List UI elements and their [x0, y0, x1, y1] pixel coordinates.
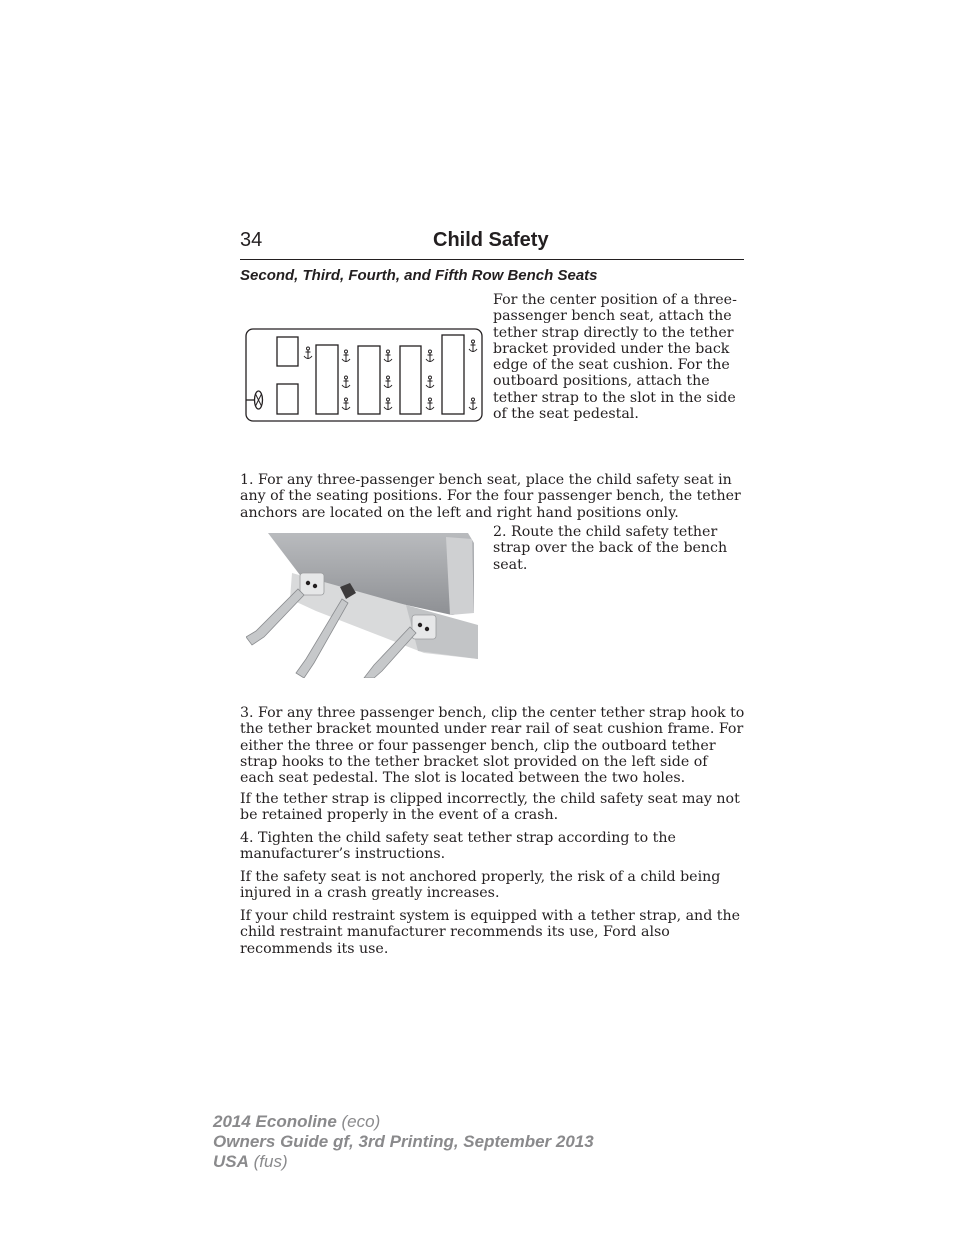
paragraph-step-1: 1. For any three-passenger bench seat, place the child safety seat in any of the seating positions. For the four passenger bench, the tether anchors are located on the left and right hand positions only.: [240, 472, 741, 521]
header-rule: [240, 259, 744, 260]
footer-model-code: (eco): [341, 1112, 381, 1131]
footer-market-code: (fus): [253, 1152, 288, 1171]
anchor-icon: [304, 340, 477, 410]
seating-layout-diagram: [244, 327, 485, 424]
paragraph-step-2: 2. Route the child safety tether strap over the back of the bench seat.: [493, 524, 728, 573]
footer-guide: Owners Guide gf, 3rd Printing, September 2013: [213, 1132, 594, 1151]
bench-seat-third-row: [358, 346, 380, 414]
tether-strap-illustration: [246, 533, 480, 678]
paragraph-center-position: For the center position of a three-passenger bench seat, attach the tether strap directly to the tether bracket provided under the back edge of the seat cushion. For the outboard positions, attach the tether strap to the slot in the side of the seat pedestal.: [493, 292, 737, 423]
paragraph-warning-anchor: If the safety seat is not anchored properly, the risk of a child being injured in a crash greatly increases.: [240, 869, 721, 902]
steering-wheel-icon: [246, 391, 263, 409]
footer-market: USA: [213, 1152, 249, 1171]
bench-seat-second-row: [316, 345, 338, 414]
paragraph-step-3: 3. For any three passenger bench, clip the center tether strap hook to the tether bracket mounted under rear rail of seat cushion frame. For either the three or four passenger bench, clip the outboard tether strap hooks to the tether bracket slot provided on the left side of each seat pedestal. The slot is located between the two holes.: [240, 705, 745, 787]
paragraph-recommend: If your child restraint system is equipped with a tether strap, and the child restraint manufacturer recommends its use, Ford also recommends its use.: [240, 908, 741, 957]
chapter-title: Child Safety: [433, 229, 549, 251]
page-number: 34: [240, 229, 263, 251]
front-seat-passenger: [277, 337, 298, 366]
bench-seat-fifth-row: [442, 335, 464, 414]
paragraph-warning-clip: If the tether strap is clipped incorrectly, the child safety seat may not be retained properly in the event of a crash.: [240, 791, 740, 824]
section-heading: Second, Third, Fourth, and Fifth Row Bench Seats: [240, 267, 598, 284]
front-seat-driver: [277, 384, 298, 414]
bench-seat-fourth-row: [400, 346, 421, 414]
paragraph-step-4: 4. Tighten the child safety seat tether strap according to the manufacturer’s instructions.: [240, 830, 676, 863]
footer: [213, 1112, 594, 1172]
footer-model: 2014 Econoline: [213, 1112, 337, 1131]
